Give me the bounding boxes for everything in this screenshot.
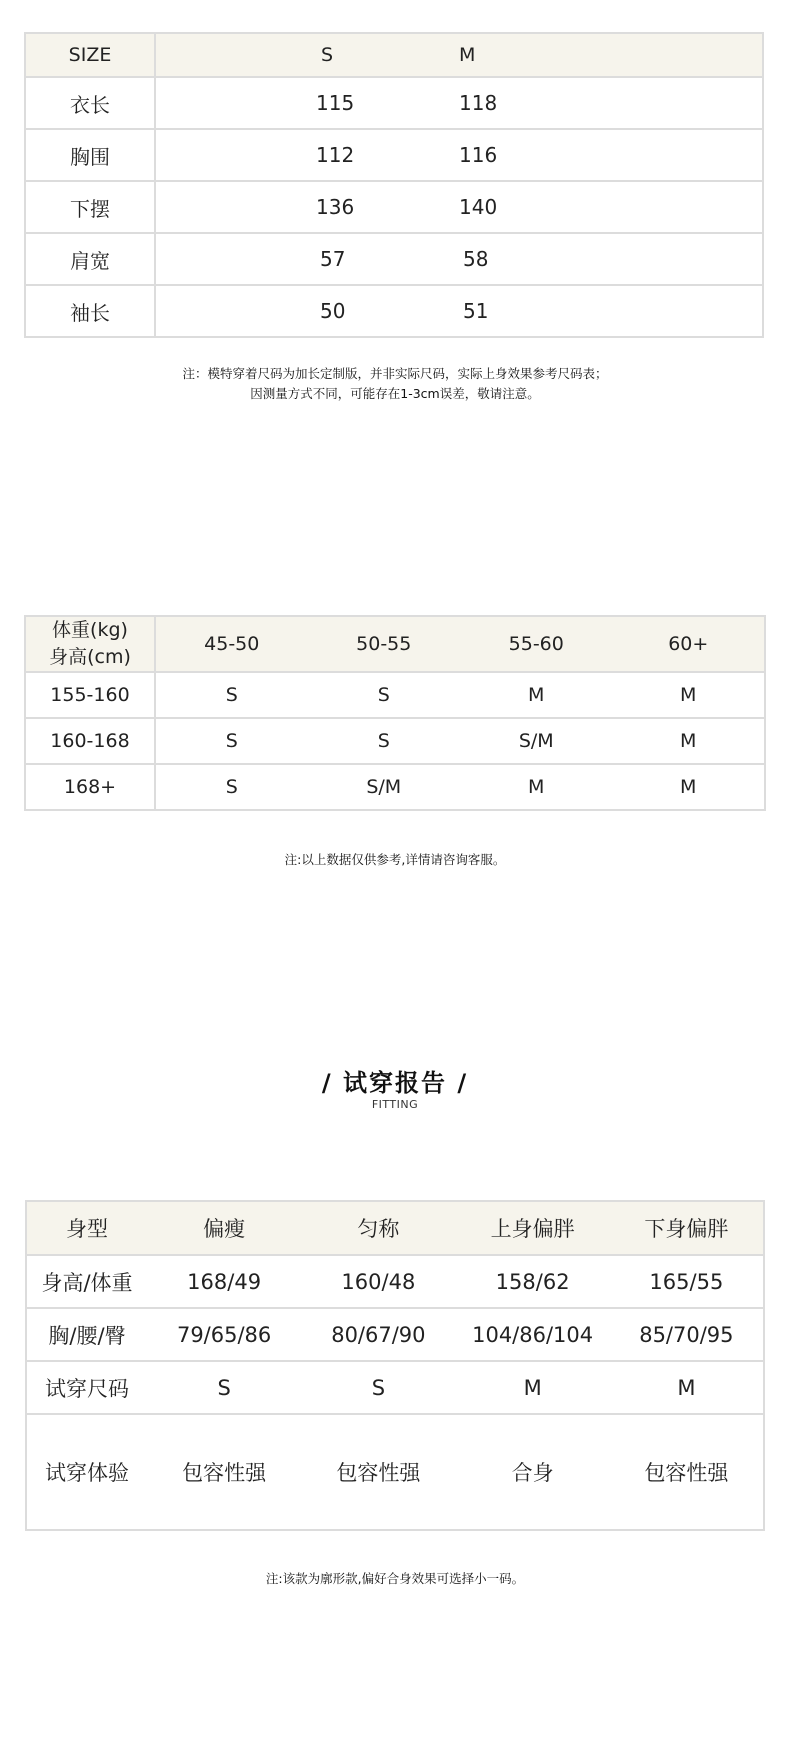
size-note-line-2: 因测量方式不同，可能存在1-3cm误差，敬请注意。: [250, 386, 540, 401]
weight-header: 45-50: [155, 616, 308, 672]
recommend-cell: S: [155, 718, 308, 764]
fitting-header-row: [26, 1201, 764, 1255]
fitting-cell: 80/67/90: [301, 1308, 455, 1361]
size-row-label: 胸围: [25, 129, 155, 181]
recommend-header-row: [25, 616, 765, 672]
size-cell: 115: [155, 77, 459, 129]
recommend-cell: S: [308, 672, 461, 718]
height-axis-label: 身高(cm): [49, 646, 131, 668]
fitting-note: 注:该款为廓形款,偏好合身效果可选择小一码。: [265, 1571, 525, 1586]
size-header-s: S: [155, 33, 459, 77]
fitting-cell: 包容性强: [610, 1414, 764, 1530]
fitting-cell: M: [610, 1361, 764, 1414]
recommend-cell: M: [613, 672, 766, 718]
fitting-header-cell: 下身偏胖: [610, 1201, 764, 1255]
fitting-cell: 168/49: [147, 1255, 301, 1308]
size-cell: 118: [459, 77, 763, 129]
fitting-cell: 104/86/104: [456, 1308, 610, 1361]
recommend-cell: S/M: [308, 764, 461, 810]
recommend-cell: M: [613, 718, 766, 764]
table-row: [25, 233, 763, 285]
fitting-row-label: 试穿体验: [26, 1414, 147, 1530]
size-row-label: 肩宽: [25, 233, 155, 285]
recommend-cell: S: [155, 764, 308, 810]
fitting-cell: 85/70/95: [610, 1308, 764, 1361]
fitting-cell: S: [147, 1361, 301, 1414]
fitting-report-table: [25, 1200, 765, 1531]
height-row-label: 155-160: [25, 672, 155, 718]
table-row: [26, 1361, 764, 1414]
table-row: [26, 1308, 764, 1361]
fitting-header-cell: 偏瘦: [147, 1201, 301, 1255]
size-cell: 140: [459, 181, 763, 233]
fitting-cell: 165/55: [610, 1255, 764, 1308]
fitting-section-subtitle: FITTING: [371, 1098, 419, 1111]
size-row-label: 下摆: [25, 181, 155, 233]
size-cell: 112: [155, 129, 459, 181]
table-row: [26, 1414, 764, 1530]
height-row-label: 168+: [25, 764, 155, 810]
recommend-corner-label: [25, 616, 155, 672]
fitting-header-cell: 身型: [26, 1201, 147, 1255]
recommend-cell: S: [155, 672, 308, 718]
weight-axis-label: 体重(kg): [52, 619, 128, 641]
table-row: [25, 285, 763, 337]
recommend-cell: M: [460, 672, 613, 718]
fitting-cell: 158/62: [456, 1255, 610, 1308]
table-row: [26, 1255, 764, 1308]
size-recommendation-table: [24, 615, 766, 811]
size-cell: 116: [459, 129, 763, 181]
fitting-row-label: 胸/腰/臀: [26, 1308, 147, 1361]
size-row-label: 袖长: [25, 285, 155, 337]
size-corner-label: SIZE: [25, 33, 155, 77]
fitting-header-cell: 匀称: [301, 1201, 455, 1255]
size-cell: 136: [155, 181, 459, 233]
recommend-cell: M: [613, 764, 766, 810]
fitting-header-cell: 上身偏胖: [456, 1201, 610, 1255]
height-row-label: 160-168: [25, 718, 155, 764]
recommend-cell: S: [308, 718, 461, 764]
size-cell: 51: [459, 285, 763, 337]
fitting-row-label: 试穿尺码: [26, 1361, 147, 1414]
fitting-row-label: 身高/体重: [26, 1255, 147, 1308]
table-row: [25, 181, 763, 233]
fitting-cell: M: [456, 1361, 610, 1414]
size-cell: 50: [155, 285, 459, 337]
table-row: [25, 718, 765, 764]
fitting-section-title: / 试穿报告 /: [321, 1069, 469, 1097]
table-row: [25, 77, 763, 129]
size-note-line-1: 注：模特穿着尺码为加长定制版，并非实际尺码，实际上身效果参考尺码表；: [182, 366, 608, 381]
size-header-m: M: [459, 33, 763, 77]
recommend-note: 注:以上数据仅供参考,详情请咨询客服。: [284, 852, 506, 867]
fitting-cell: 包容性强: [147, 1414, 301, 1530]
weight-header: 55-60: [460, 616, 613, 672]
fitting-cell: 合身: [456, 1414, 610, 1530]
size-row-label: 衣长: [25, 77, 155, 129]
fitting-cell: 包容性强: [301, 1414, 455, 1530]
size-chart-note: [0, 364, 790, 404]
table-row: [25, 672, 765, 718]
size-cell: 58: [459, 233, 763, 285]
weight-header: 60+: [613, 616, 766, 672]
table-row: [25, 129, 763, 181]
size-chart-header-row: [25, 33, 763, 77]
fitting-cell: 79/65/86: [147, 1308, 301, 1361]
size-cell: 57: [155, 233, 459, 285]
weight-header: 50-55: [308, 616, 461, 672]
table-row: [25, 764, 765, 810]
recommend-cell: S/M: [460, 718, 613, 764]
fitting-cell: 160/48: [301, 1255, 455, 1308]
recommend-cell: M: [460, 764, 613, 810]
fitting-cell: S: [301, 1361, 455, 1414]
size-chart-table: [24, 32, 764, 338]
